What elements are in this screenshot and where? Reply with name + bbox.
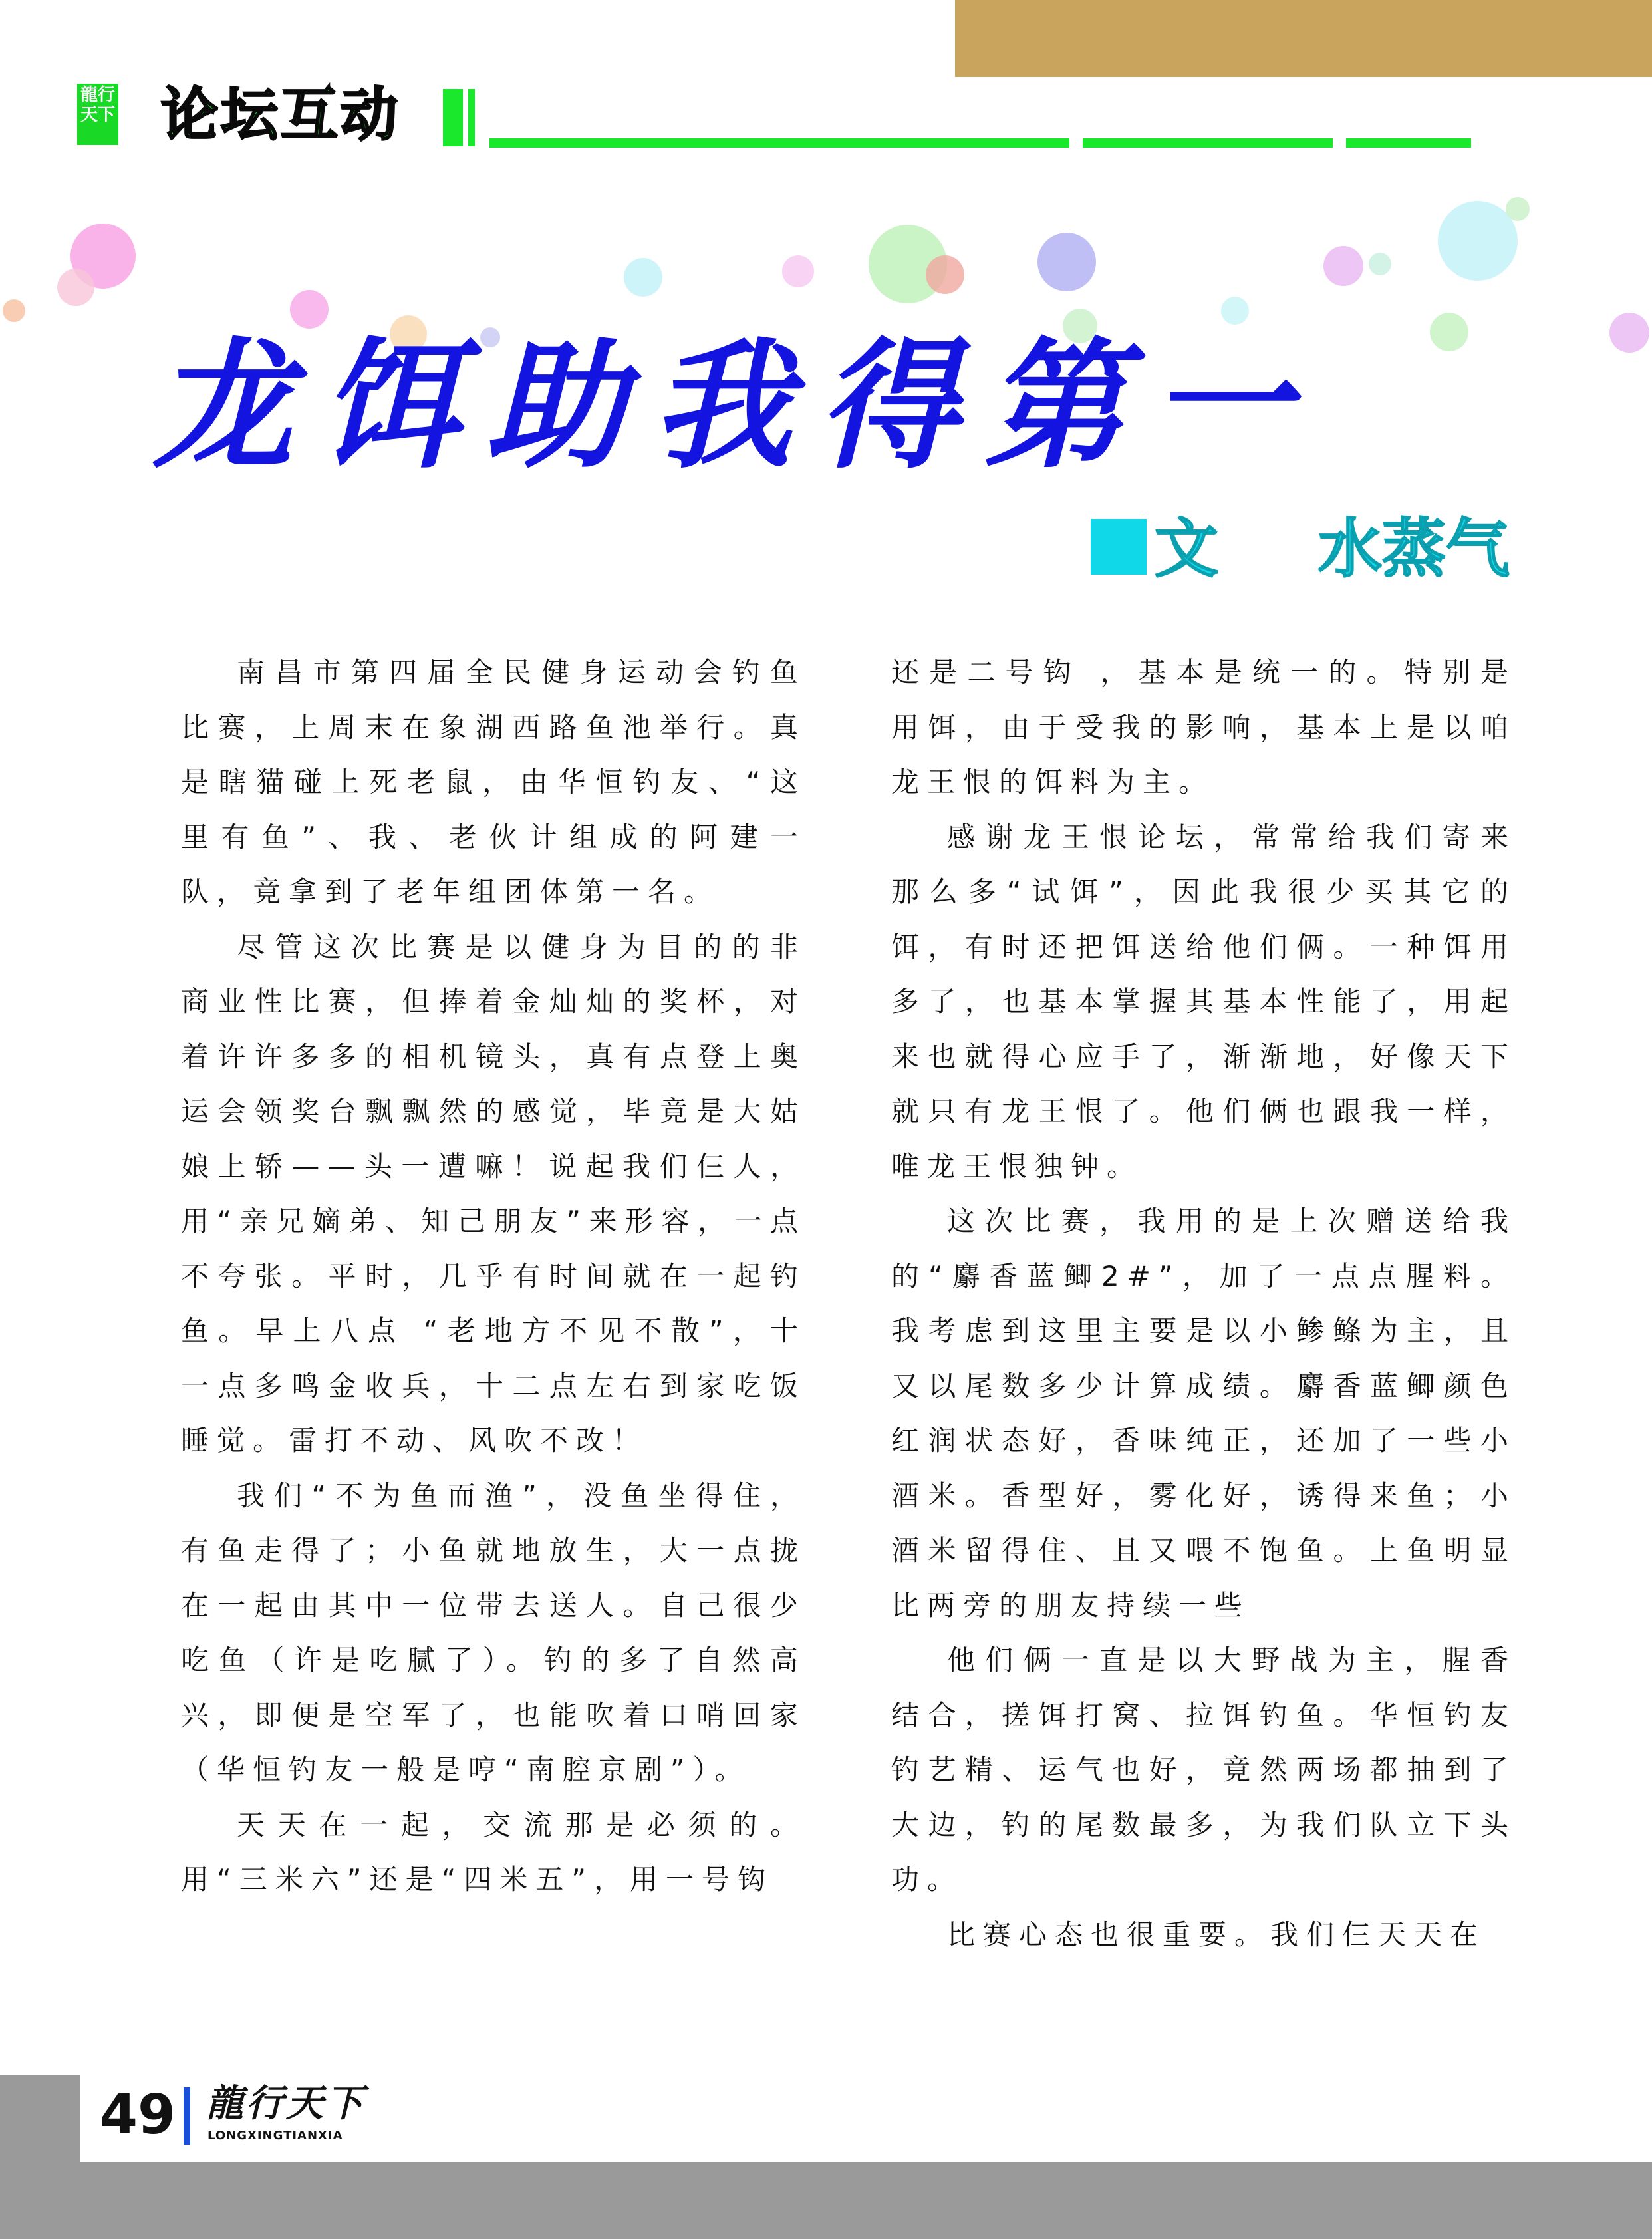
decor-bubble	[1609, 313, 1649, 353]
section-title: 论坛互动	[161, 82, 400, 148]
footer-logo-subtext: LONGXINGTIANXIA	[207, 2129, 343, 2143]
section-logo	[77, 84, 118, 145]
decor-bubble	[782, 255, 814, 287]
page-number: 49	[100, 2083, 176, 2147]
footer-logo: 龍行天下	[206, 2081, 366, 2125]
section-bar-mark	[443, 89, 463, 146]
byline-square-mark	[1091, 519, 1147, 575]
byline-label: 文	[1155, 512, 1218, 586]
decor-bubble	[3, 299, 25, 322]
decor-bubble	[1430, 313, 1468, 351]
article-column-left	[181, 645, 806, 1908]
section-rule-2	[1083, 138, 1333, 148]
section-rule-1	[489, 138, 1069, 148]
article-paragraph: 比赛心态也很重要。我们仨天天在	[947, 1918, 1486, 1951]
article-column-right	[891, 645, 1516, 1962]
decor-bubble	[1037, 233, 1096, 291]
article-paragraph: 感谢龙王恨论坛，常常给我们寄来那么多“试饵”，因此我很少买其它的饵，有时还把饵送给他们俩。一种饵用多了，也基本掌握其基本性能了，用起来也就得心应手了，渐渐地，好像天下就只有龙王恨了。他们俩也跟我一样，唯龙王恨独钟。	[891, 820, 1516, 1183]
section-logo-line2: 天下	[80, 105, 115, 125]
decor-bubble	[624, 258, 662, 297]
article-paragraph: 还是二号钩 ，基本是统一的。特别是用饵，由于受我的影响，基本上是以咱龙王恨的饵料为主。	[891, 656, 1516, 798]
page-number-separator	[184, 2087, 190, 2145]
section-rule-3	[1346, 138, 1471, 148]
section-bar-mark-thin	[468, 89, 475, 146]
section-header	[77, 78, 1407, 152]
section-logo-line1: 龍行	[80, 85, 115, 105]
decor-bubble	[1438, 201, 1518, 281]
top-gold-bar	[955, 0, 1652, 77]
article-paragraph: 我们“不为鱼而渔”，没鱼坐得住，有鱼走得了；小鱼就地放生，大一点拢在一起由其中一位带去送人。自己很少吃鱼（许是吃腻了）。钓的多了自然高兴，即便是空军了，也能吹着口哨回家（华恒钓友一般是哼“南腔京剧”）。	[181, 1479, 806, 1786]
decor-bubble	[1369, 253, 1391, 275]
article-paragraph: 尽管这次比赛是以健身为目的的非商业性比赛，但捧着金灿灿的奖杯，对着许许多多的相机镜头，真有点登上奥运会领奖台飘飘然的感觉，毕竟是大姑娘上轿——头一遭嘛！说起我们仨人，用“亲兄嫡弟、知己朋友”来形容，一点不夸张。平时，几乎有时间就在一起钓鱼。早上八点 “老地方不见不散”，十一点多鸣金收兵，十二点左右到家吃饭睡觉。雷打不动、风吹不改！	[181, 930, 806, 1457]
decor-bubble	[1323, 246, 1363, 286]
article-paragraph: 这次比赛，我用的是上次赠送给我的“麝香蓝鲫2#”，加了一点点腥料。我考虑到这里主要是以小鲹鲦为主，且又以尾数多少计算成绩。麝香蓝鲫颜色红润状态好，香味纯正，还加了一些小酒米。香型好，雾化好，诱得来鱼；小酒米留得住、且又喂不饱鱼。上鱼明显比两旁的朋友持续一些	[891, 1205, 1516, 1622]
article-paragraph: 他们俩一直是以大野战为主，腥香结合，搓饵打窝、拉饵钓鱼。华恒钓友钓艺精、运气也好，竟然两场都抽到了大边，钓的尾数最多，为我们队立下头功。	[891, 1644, 1516, 1896]
byline-author: 水蒸气	[1318, 512, 1510, 586]
article-paragraph: 南昌市第四届全民健身运动会钓鱼比赛，上周末在象湖西路鱼池举行。真是瞎猫碰上死老鼠，由华恒钓友、“这里有鱼”、我、老伙计组成的阿建一队，竟拿到了老年组团体第一名。	[181, 656, 806, 908]
decor-bubble	[57, 269, 94, 306]
decor-bubble	[1506, 197, 1530, 221]
byline	[1091, 512, 1510, 585]
article-paragraph: 天天在一起，交流那是必须的。用“三米六”还是“四米五”，用一号钩	[181, 1808, 806, 1896]
decor-bubble	[926, 255, 964, 294]
article-title: 龙饵助我得第一	[153, 323, 1317, 488]
